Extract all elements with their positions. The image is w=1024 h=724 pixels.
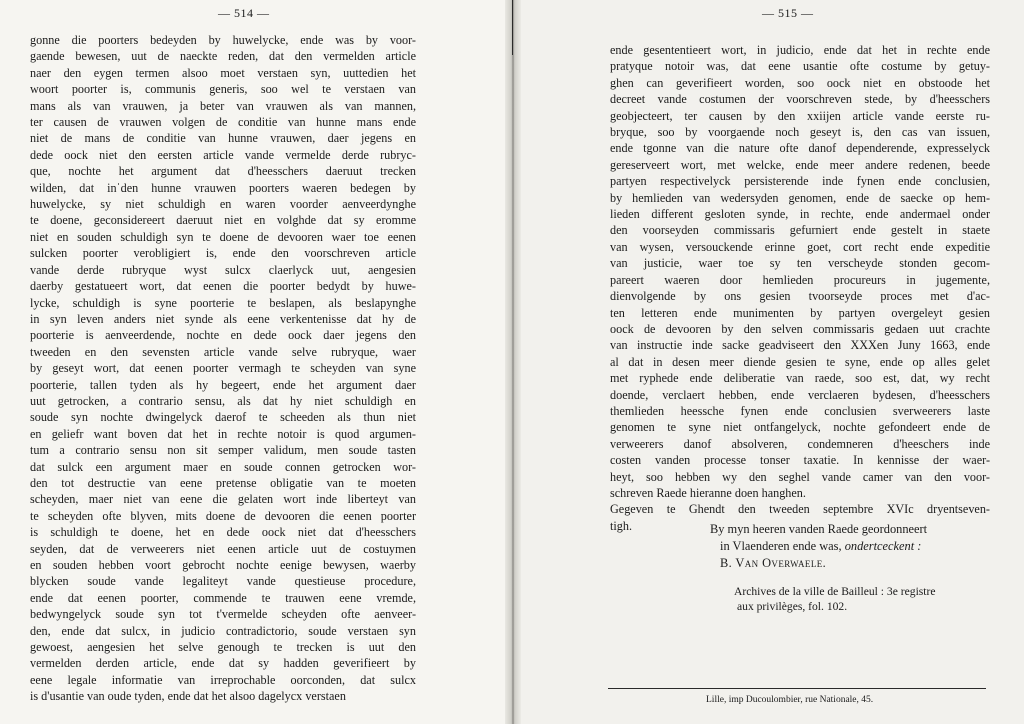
text-line: lycke, schuldigh is syne poorterie te beslapen, als beslapynghe [30, 295, 416, 310]
book-gutter [505, 0, 521, 724]
text-line: ghen can geverifieert worden, soo oock niet en obstoode het [610, 75, 990, 90]
text-line: pratyque notoir was, dat eene usantie ofte costume by getuy- [610, 59, 990, 74]
signature-line-2 [720, 538, 921, 554]
text-line: scheyden, maer niet van eene die gelaten wort inde liberteyt van [30, 492, 416, 507]
text-line: ende dat eenen poorter, commende te trauwen eene vremde, [30, 590, 416, 605]
text-line: vermelden derden article, ende dat sy hadden geverifieert by [30, 656, 416, 671]
text-line: van justicie, waer toe sy ten verscheyde stonden gecom- [610, 256, 990, 271]
text-line: tum a contrario sensu non sit semper validum, men soude tasten [30, 443, 416, 458]
page-number-left: — 514 — [218, 6, 270, 20]
text-line: lieden different gesloten synde, in rechte, ende andermael onder [610, 207, 990, 222]
text-line: gereserveert wort, met welcke, ende meer andere redenen, beede [610, 157, 990, 172]
archive-reference-line-1: Archives de la ville de Bailleul : 3e registre [734, 585, 936, 598]
text-line: genomen te syne niet ontfangelyck, nochte gefondeert ende de [610, 420, 990, 435]
text-line: dede oock niet den eersten article vande vermelde derde rubryc- [30, 147, 416, 162]
text-line: niet de mans de conditie van hunne vrauwen, daer jegens en [30, 131, 416, 146]
text-line: tweeden en den sevensten article vande selve rubryque, waer [30, 344, 416, 359]
text-line: heyt, soo hebben wy den seghel vande camer van den voor- [610, 469, 990, 484]
text-line: bedwyngelyck soude syn tot t'vermelde scheyden ofte aenveer- [30, 607, 416, 622]
text-line: verweerers danof absolveren, condemneren d'heeschers inde [610, 436, 990, 451]
text-line: partyen respectivelyck persisterende inde fynen ende conclusien, [610, 174, 990, 189]
text-line: den, ende dat sulcx, in judicio contradictorio, soude verstaen syn [30, 623, 416, 638]
printer-imprint: Lille, imp Ducoulombier, rue Nationale, 45. [706, 695, 874, 705]
text-line: eene legale informatie van irreprochable oorconden, dat sulcx [30, 672, 416, 687]
text-line: en souden hebben voort gebrocht nochte eenige bewysen, waerby [30, 558, 416, 572]
text-line: naer den eygen termen alsoo moet verstaen syn, uuttedien het [30, 65, 416, 80]
text-line: te doene, geconsidereert daeruut niet en volghde dat sy eromme [30, 213, 416, 228]
gutter-mark [512, 0, 513, 55]
text-line: ten letteren ende munimenten by partyen overgeleyt gesien [610, 305, 990, 320]
text-line: soude syn nochte dwingelyck daerof te scheeden als thun niet [30, 410, 416, 425]
text-line: uut getrocken, a contrario sensu, als dat hy niet schuldigh en [30, 393, 416, 408]
text-line: van wysen, versouckende erinne goet, cort recht ende expeditie [610, 239, 990, 254]
footer-rule [608, 688, 986, 689]
text-line: mans als van vrauwen, ja beter van vrauwen als van mannen, [30, 98, 416, 113]
text-line: huwelycke, sy niet schuldigh en waren voorder aenveerdynghe [30, 197, 416, 212]
signature-line-2-prefix: in Vlaenderen ende was, [720, 539, 842, 553]
text-line: schreven Raede hieranne doen hanghen. [610, 485, 806, 500]
signatory-name: B. Van Overwaele. [720, 556, 827, 570]
signature-line-1: By myn heeren vanden Raede geordonneert [710, 522, 928, 536]
text-line: dienvolgende by ons gesien tvoorseyde proces met d'ac- [610, 289, 990, 304]
text-line: niet en souden schuldigh syn te doene de devooren waer toe eenen [30, 229, 416, 244]
text-line: blycken soude vande legaliteyt vande questieuse procedure, [30, 574, 416, 589]
text-line: al dat in desen meer diende gesien te syne, ende op alles gelet [610, 354, 990, 369]
text-line: en geliefr want boven dat het in rechte notoir is quod argumen- [30, 426, 416, 441]
text-line: gewoest, aengesien het selve genough te trecken is uut den [30, 640, 416, 655]
signature-line-2-italic: ondertceckent : [844, 539, 922, 553]
text-line: met ryphede ende deliberatie van raede, soo est, dat, wy recht [610, 371, 990, 386]
text-line: ende tgonne van die nature ofte danof dependerende, expresselyck [610, 141, 990, 156]
text-line: woort poorter is, communis generis, soo wel te verstaen van [30, 82, 416, 97]
text-line: vande derde rubryque wyst sulcx claerlyck uut, aengesien [30, 262, 416, 277]
text-line: geobjecteert, ter causen by den xxiijen article vande eerste ru- [610, 108, 990, 123]
text-line: bryque, soo by voorgaende noch geseyt is, den cas van issuen, [610, 125, 990, 140]
text-line: ende gesententieert wort, in judicio, ende dat het in rechte ende [610, 43, 990, 57]
text-line: poorterie is aenveerdende, nochte en dede oock daer jegens den [30, 328, 416, 343]
text-line: gaende bewesen, uut de naeckte reden, dat den vermelden article [30, 49, 416, 64]
text-line: by geseyt wort, dat eenen poorter vermagh te scheyden van syne [30, 361, 416, 376]
text-line: te scheyden ofte blyven, mits doene de devooren die eenen poorter [30, 508, 416, 523]
archive-reference-line-2: aux privilèges, fol. 102. [737, 600, 848, 613]
text-line: den tot destructie van eene pretense obligatie van te moeten [30, 475, 416, 490]
text-line: ter causen de vrauwen volgen de conditie van hunne mans ende [30, 115, 416, 130]
text-line: in syn leven anders niet synde als eene verkentenisse dat hy de [30, 311, 416, 326]
text-line: themlieden heessche fynen ende conclusien sverweerers laste [610, 403, 990, 418]
text-line: gonne die poorters bedeyden by huwelycke, ende was by voor- [30, 33, 416, 47]
text-line: sulcken poorter verobligiert is, ende den voorschreven article [30, 246, 416, 261]
text-line: que, nochte het argument dat d'heesschers daeruut trecken [30, 164, 416, 179]
page-number-right: — 515 — [762, 6, 814, 20]
left-page-text [30, 32, 416, 705]
text-line: poorterie, tallen tyden als hy begeert, ende het argument daer [30, 377, 416, 392]
text-line: oock de devooren by den selven commissaris gedaen uut crachte [610, 321, 990, 336]
text-line: van instructie inde sacke geadviseert den XXXen Juny 1663, ende [610, 338, 990, 353]
text-line: wilden, dat inˈden hunne vrauwen poorters waeren bedegen by [30, 180, 416, 195]
text-line: decreet vande costumen der voorschreven stede, by d'heesschers [610, 92, 990, 107]
text-line: dat sulck een argument maer en soude connen getrocken wor- [30, 459, 416, 474]
text-line: doende, verclaert hebben, ende verclaeren bydesen, d'heesschers [610, 387, 990, 402]
text-line: tigh. [610, 518, 633, 533]
text-line: pareert waeren door hemlieden procureurs in jugemente, [610, 272, 990, 287]
right-page-text [610, 42, 990, 534]
text-line: is schuldigh te doene, het en dede oock niet dat d'heesschers [30, 525, 416, 540]
text-line: by hemlieden van wedersyden genomen, ende de saecke op hem- [610, 190, 990, 205]
text-line: daerby gestatueert wort, dat eenen die poorter bedydt by huwe- [30, 279, 416, 294]
text-line: is d'usantie van oude tyden, ende dat het alsoo dagelycx verstaen [30, 689, 346, 704]
text-line: costen vanden processe tonser taxatie. In kennisse der waer- [610, 453, 990, 468]
text-line: seyden, dat de verweerers niet eenen article uut de costuymen [30, 541, 416, 556]
text-line: den voorseyden commissaris gefurniert ende gestelt in staete [610, 223, 990, 238]
text-line: Gegeven te Ghendt den tweeden septembre XVIc dryentseven- [610, 502, 990, 517]
